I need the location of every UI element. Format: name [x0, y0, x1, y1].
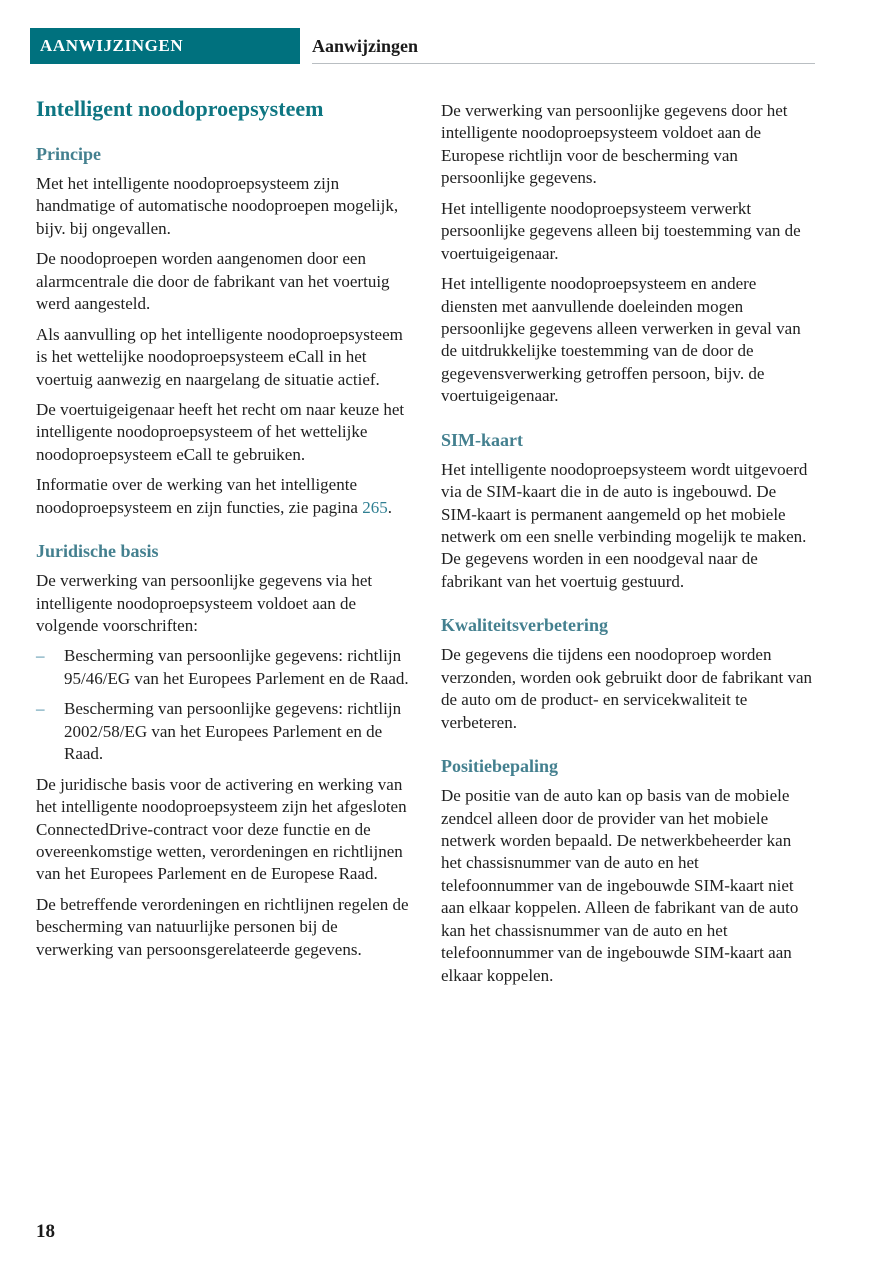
page-header — [30, 28, 815, 64]
paragraph: De verwerking van persoonlijke gegevens via het intelligente noodoproepsysteem voldoet aan de volgende voorschriften: — [36, 571, 373, 635]
header-title: Aanwijzingen — [312, 36, 419, 56]
bullet-text: Bescherming van persoonlijke gegevens: richtlijn 95/46/EG van het Europees Parlement en de Raad. — [64, 646, 409, 688]
paragraph-with-link — [36, 474, 409, 519]
content-columns — [36, 90, 815, 995]
paragraph: De juridische basis voor de activering en werking van het intelligente noodoproepsysteem zijn het afgesloten ConnectedDrive-contract voor deze functie en de overeenkomstige wetten, verordeningen en richtlijnen van het Europees Parlement en de Europese Raad. — [36, 774, 407, 884]
paragraph-text: . — [387, 497, 392, 517]
header-chapter-tag: AANWIJZINGEN — [30, 28, 300, 64]
page-number: 18 — [36, 1221, 55, 1242]
page-link-265[interactable]: 265 — [362, 497, 388, 517]
paragraph: De verwerking van persoonlijke gegevens door het intelligente noodoproepsysteem voldoet aan de Europese richtlijn voor de bescherming van persoonlijke gegevens. — [441, 101, 788, 188]
paragraph: De noodoproepen worden aangenomen door een alarmcentrale die door de fabrikant van het voertuig werd aangesteld. — [36, 249, 390, 314]
paragraph: Met het intelligente noodoproepsysteem zijn handmatige of automatische noodoproepen mogelijk, bijv. bij ongevallen. — [36, 174, 399, 238]
bullet-dash: – — [36, 699, 45, 719]
paragraph: De betreffende verordeningen en richtlijnen regelen de bescherming van natuurlijke personen bij de verwerking van persoonsgerelateerde gegevens. — [36, 894, 409, 959]
right-column — [441, 90, 815, 995]
paragraph-text: Informatie over de werking van het intelligente noodoproepsysteem en zijn functies, zie pagina — [36, 475, 363, 517]
paragraph: De voertuigeigenaar heeft het recht om naar keuze het intelligente noodoproepsysteem of het wettelijke noodoproepsysteem eCall te gebruiken. — [36, 399, 405, 464]
header-rule — [312, 28, 815, 64]
paragraph: Het intelligente noodoproepsysteem en andere diensten met aanvullende doeleinden mogen persoonlijke gegevens alleen verwerken in geval van de uitdrukkelijke toestemming van de door de gegevensverwerking getroffen persoon, bijv. de voertuigeigenaar. — [441, 274, 801, 406]
paragraph: Het intelligente noodoproepsysteem wordt uitgevoerd via de SIM-kaart die in de auto is ingebouwd. De SIM-kaart is permanent aangemeld op het mobiele netwerk om een snelle verbinding mogelijk te maken. De gegevens worden in een noodgeval naar de fabrikant van het voertuig gestuurd. — [441, 459, 808, 591]
paragraph: Het intelligente noodoproepsysteem verwerkt persoonlijke gegevens alleen bij toestemming van de voertuigeigenaar. — [441, 198, 801, 263]
section-heading-juridische-basis: Juridische basis — [36, 541, 159, 562]
section-heading-sim-kaart: SIM-kaart — [441, 429, 523, 450]
list-item — [36, 645, 409, 690]
section-heading-principe: Principe — [36, 144, 101, 164]
list-item — [36, 698, 409, 765]
paragraph: De positie van de auto kan op basis van de mobiele zendcel alleen door de provider van het mobiele netwerk worden bepaald. De netwerkbeheerder kan het chassisnummer van de auto en het telefoonnummer van de ingebouwde SIM-kaart niet aan elkaar koppelen. Alleen de fabrikant van de auto kan het chassisnummer van de auto en het telefoonnummer van de ingebouwde SIM-kaart aan elkaar koppelen. — [441, 786, 799, 985]
paragraph: De gegevens die tijdens een noodoproep worden verzonden, worden ook gebruikt door de fabrikant van de auto om de product- en servicekwaliteit te verbeteren. — [441, 645, 813, 732]
bullet-text: Bescherming van persoonlijke gegevens: richtlijn 2002/58/EG van het Europees Parlement en de Raad. — [64, 699, 402, 764]
paragraph: Als aanvulling op het intelligente noodoproepsysteem is het wettelijke noodoproepsysteem eCall in het voertuig aanwezig en naargelang de situatie actief. — [36, 324, 403, 389]
section-heading-kwaliteitsverbetering: Kwaliteitsverbetering — [441, 615, 608, 636]
section-heading-positiebepaling: Positiebepaling — [441, 756, 559, 777]
page-title: Intelligent noodoproepsysteem — [36, 96, 324, 121]
left-column — [36, 90, 409, 995]
bullet-dash: – — [36, 646, 45, 666]
